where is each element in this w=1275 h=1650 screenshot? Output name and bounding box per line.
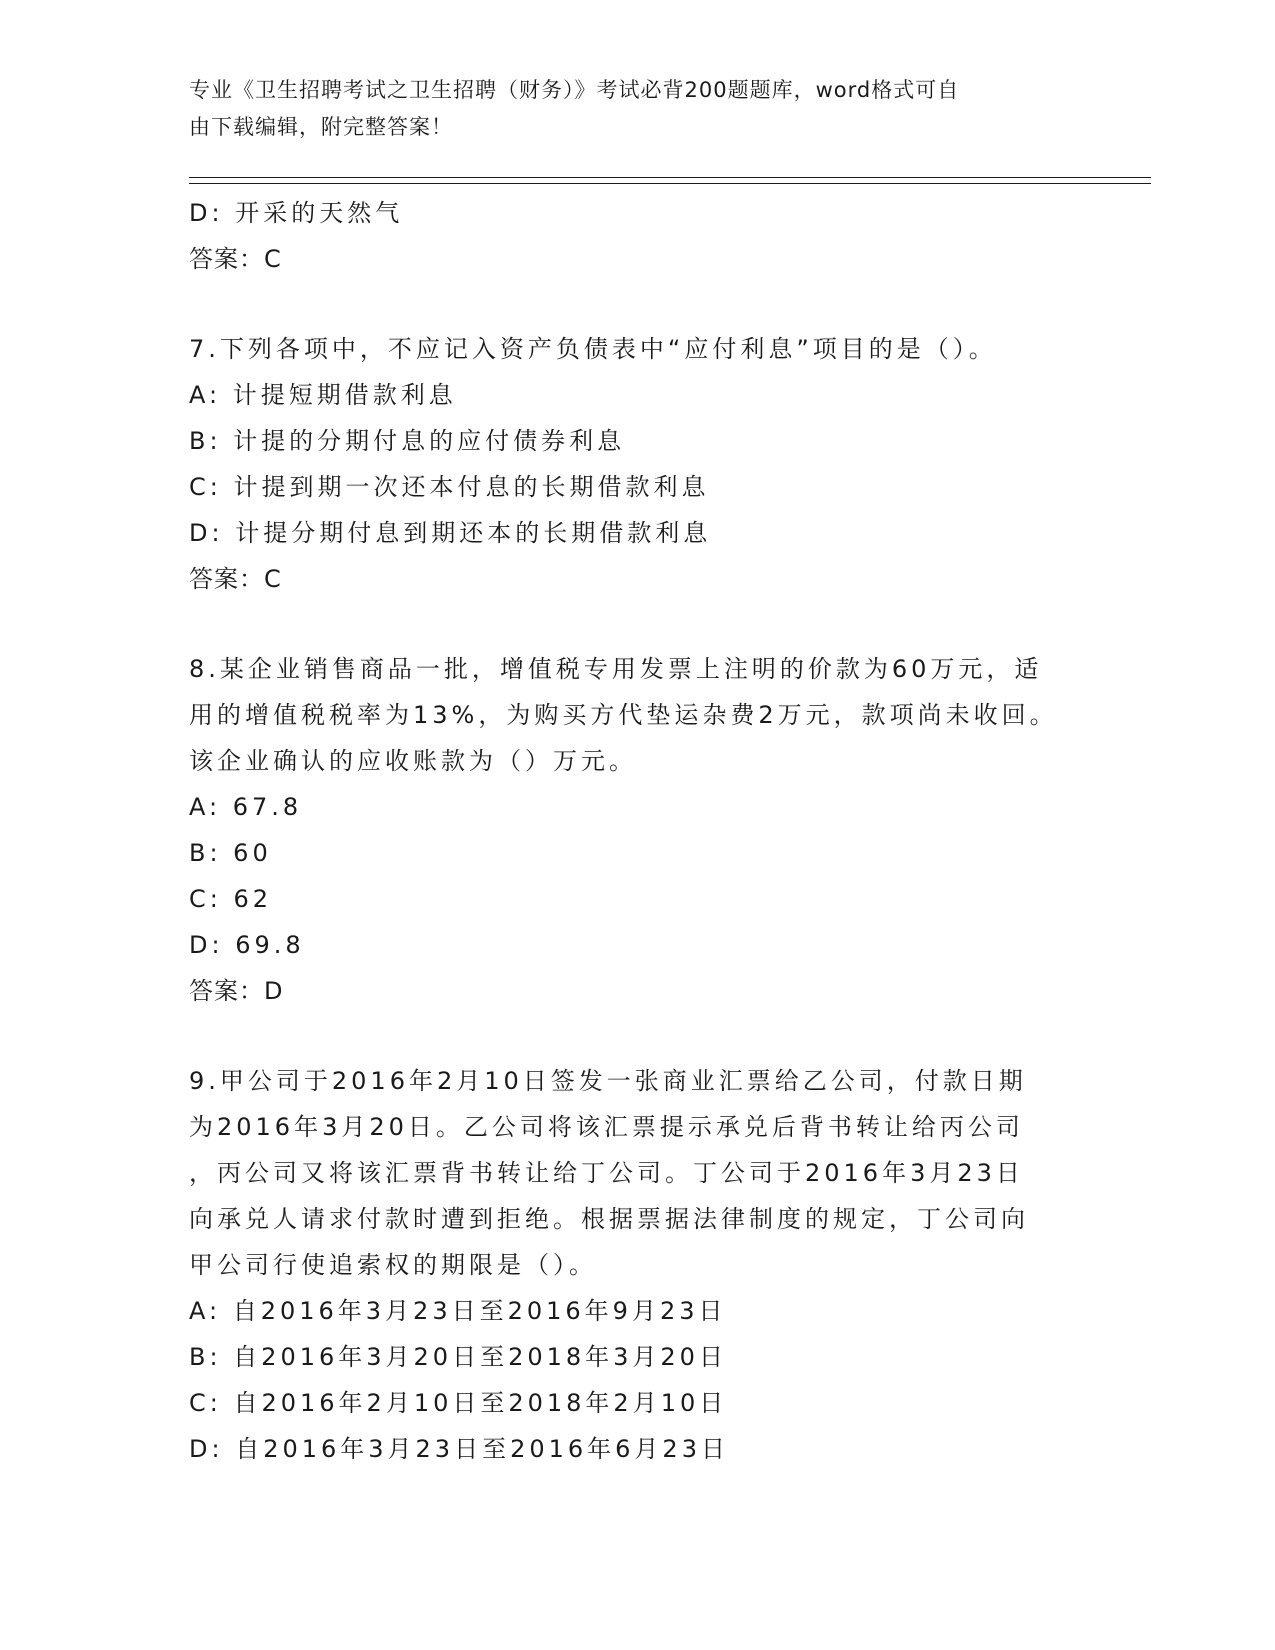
question-8 xyxy=(189,646,1089,1014)
header-divider xyxy=(189,177,1151,184)
question-stem-line: 甲公司行使追索权的期限是（）。 xyxy=(189,1251,597,1279)
question-stem-line: 用的增值税税率为13%，为购买方代垫运杂费2万元，款项尚未收回。 xyxy=(189,701,1058,729)
option-a: A: 67.8 xyxy=(189,793,303,821)
option-c: C: 自2016年2月10日至2018年2月10日 xyxy=(189,1389,728,1417)
option-a: A: 计提短期借款利息 xyxy=(189,381,457,409)
question-stem-line: ，丙公司又将该汇票背书转让给丁公司。丁公司于2016年3月23日 xyxy=(189,1159,1024,1187)
document-body xyxy=(189,190,1089,1472)
spacer xyxy=(189,282,1089,326)
option-c: C: 62 xyxy=(189,885,273,913)
answer: 答案：C xyxy=(189,245,282,273)
header-line-1: 专业《卫生招聘考试之卫生招聘（财务）》考试必背200题题库，word格式可自 xyxy=(189,78,960,102)
option-c: C: 计提到期一次还本付息的长期借款利息 xyxy=(189,473,710,501)
option-b: B: 自2016年3月20日至2018年3月20日 xyxy=(189,1343,727,1371)
question-stem-line: 向承兑人请求付款时遭到拒绝。根据票据法律制度的规定，丁公司向 xyxy=(189,1205,1029,1233)
question-stem-line: 该企业确认的应收账款为（）万元。 xyxy=(189,747,637,775)
question-stem-line: 8.某企业销售商品一批，增值税专用发票上注明的价款为60万元，适 xyxy=(189,655,1043,683)
option-b: B: 60 xyxy=(189,839,272,867)
question-9 xyxy=(189,1058,1089,1472)
option-a: A: 自2016年3月23日至2016年9月23日 xyxy=(189,1297,727,1325)
answer: 答案：D xyxy=(189,977,284,1005)
question-7 xyxy=(189,326,1089,602)
document-header xyxy=(189,72,1069,146)
question-stem-line: 9.甲公司于2016年2月10日签发一张商业汇票给乙公司，付款日期 xyxy=(189,1067,1027,1095)
spacer xyxy=(189,1014,1089,1058)
question-stem-line: 7.下列各项中，不应记入资产负债表中“应付利息”项目的是（）。 xyxy=(189,335,997,363)
option-d: D: 计提分期付息到期还本的长期借款利息 xyxy=(189,519,712,547)
spacer xyxy=(189,602,1089,646)
option-d: D: 69.8 xyxy=(189,931,305,959)
question-stem-line: 为2016年3月20日。乙公司将该汇票提示承兑后背书转让给丙公司 xyxy=(189,1113,1024,1141)
answer: 答案：C xyxy=(189,565,282,593)
option-d: D: 自2016年3月23日至2016年6月23日 xyxy=(189,1435,729,1463)
header-line-2: 由下载编辑，附完整答案！ xyxy=(189,115,453,139)
option-d: D: 开采的天然气 xyxy=(189,199,404,227)
option-b: B: 计提的分期付息的应付债券利息 xyxy=(189,427,626,455)
